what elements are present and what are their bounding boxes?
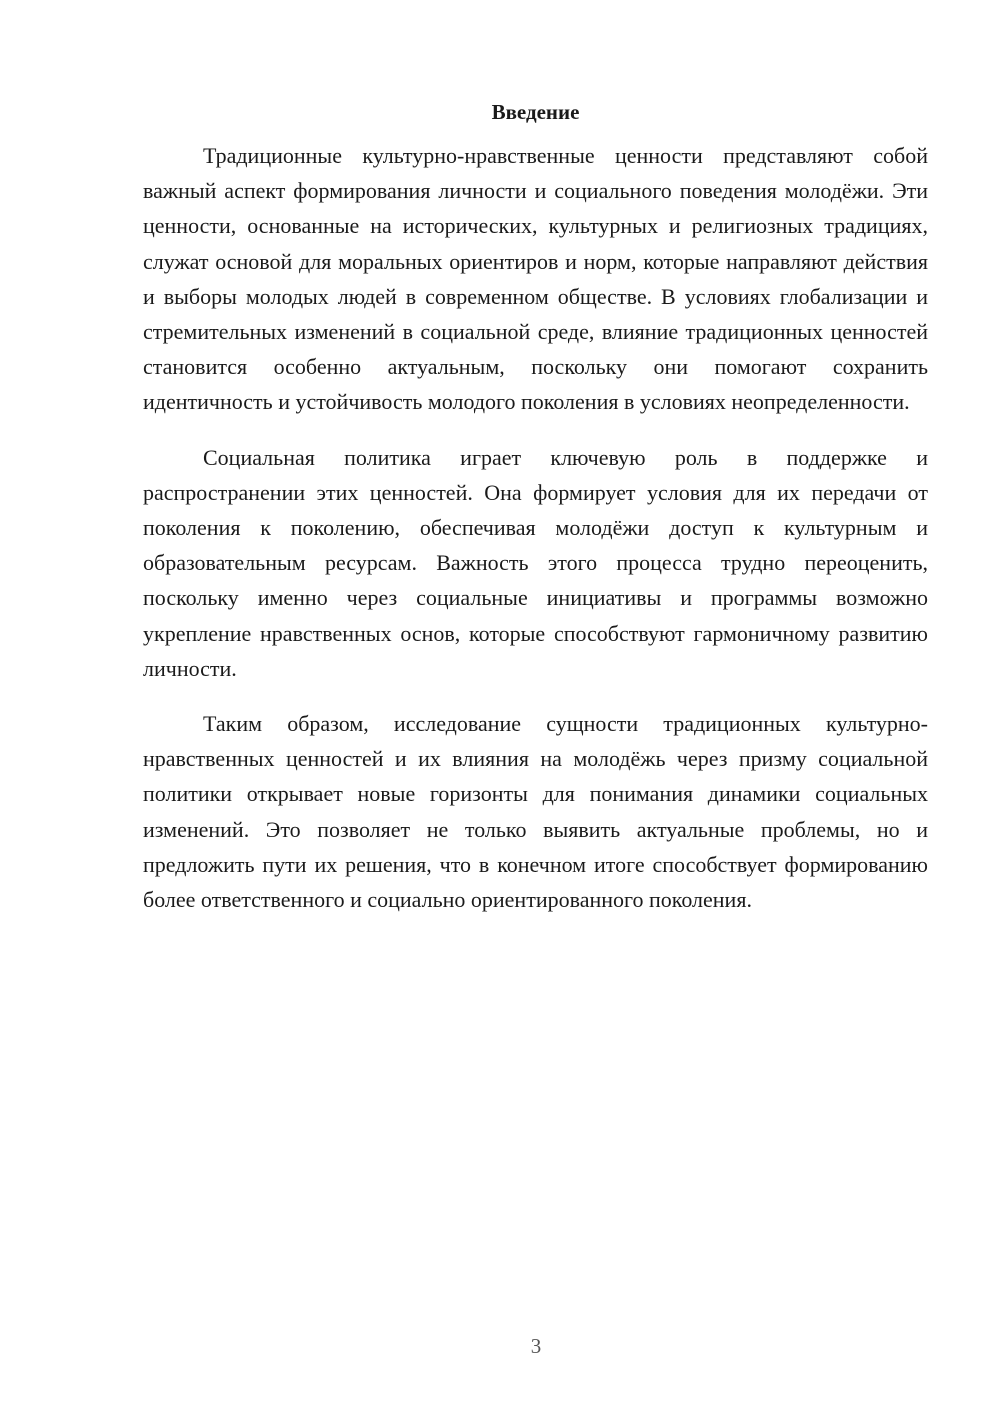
paragraph-2: Социальная политика играет ключевую роль в поддержке и распространении этих ценностей. Она формирует условия для их передачи от поколения к поколению, обеспечивая молодёжи доступ к культурным и образовательным ресурсам. Важность этого процесса трудно переоценить, поскольку именно через социальные инициативы и программы возможно укрепление нравственных основ, которые способствуют гармоничному развитию личности.: [143, 444, 928, 681]
paragraph-1: Традиционные культурно-нравственные ценности представляют собой важный аспект формирования личности и социального поведения молодёжи. Эти ценности, основанные на исторических, культурных и религиозных традициях, служат основой для моральных ориентиров и норм, которые направляют действия и выборы молодых людей в современном обществе. В условиях глобализации и стремительных изменений в социальной среде, влияние традиционных ценностей становится особенно актуальным, поскольку они помогают сохранить идентичность и устойчивость молодого поколения в условиях неопределенности.: [143, 143, 928, 415]
page-title: Введение: [491, 100, 580, 124]
page-content: [143, 96, 928, 937]
paragraph-3: Таким образом, исследование сущности традиционных культурно-нравственных ценностей и их влияния на молодёжь через призму социальной политики открывает новые горизонты для понимания динамики социальных изменений. Это позволяет не только выявить актуальные проблемы, но и предложить пути их решения, что в конечном итоге способствует формированию более ответственного и социально ориентированного поколения.: [143, 711, 928, 913]
page-number: 3: [530, 1334, 542, 1358]
